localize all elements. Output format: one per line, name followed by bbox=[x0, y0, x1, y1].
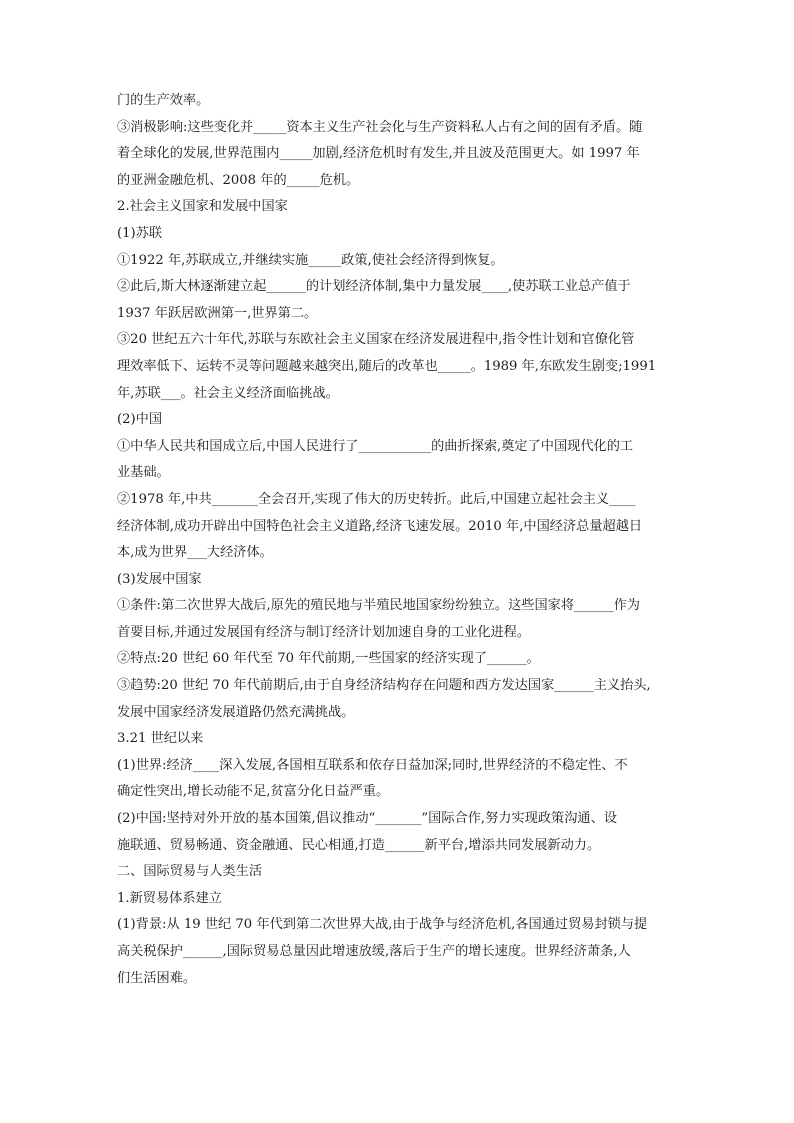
text-line: 本,成为世界___大经济体。 bbox=[117, 545, 273, 561]
text-line: 首要目标,并通过发展国有经济与制订经济计划加速自身的工业化进程。 bbox=[117, 624, 531, 640]
section-heading: 3.21 世纪以来 bbox=[117, 731, 204, 747]
text-line: 高关税保护______,国际贸易总量因此增速放缓,落后于生产的增长速度。世界经济萧条,人 bbox=[117, 944, 631, 959]
text-line: ②特点:20 世纪 60 年代至 70 年代前期,一些国家的经济实现了______。 bbox=[117, 651, 540, 667]
text-line: 1937 年跃居欧洲第一,世界第二。 bbox=[117, 305, 318, 321]
subsection-heading: (2)中国 bbox=[117, 412, 163, 428]
text-line: ①1922 年,苏联成立,并继续实施_____政策,使社会经济得到恢复。 bbox=[117, 252, 504, 268]
text-line: (2)中国:坚持对外开放的基本国策,倡议推动“_______”国际合作,努力实现政策沟通、设 bbox=[117, 811, 617, 827]
text-line: 理效率低下、运转不灵等问题越来越突出,随后的改革也_____。1989 年,东欧发生剧变;1991 bbox=[117, 358, 657, 374]
text-line: 们生活困难。 bbox=[117, 970, 197, 986]
text-line: ③消极影响:这些变化并_____资本主义生产社会化与生产资料私人占有之间的固有矛盾。随 bbox=[117, 119, 643, 135]
subsection-heading: (3)发展中国家 bbox=[117, 571, 202, 587]
text-line: ②1978 年,中共_______全会召开,实现了伟大的历史转折。此后,中国建立起社会主义____ bbox=[117, 491, 636, 507]
text-line: 发展中国家经济发展道路仍然充满挑战。 bbox=[117, 704, 355, 720]
chapter-heading: 二、国际贸易与人类生活 bbox=[117, 864, 263, 880]
text-line: (1)背景:从 19 世纪 70 年代到第二次世界大战,由于战争与经济危机,各国通过贸易封锁与提 bbox=[117, 917, 648, 933]
text-line: ①条件:第二次世界大战后,原先的殖民地与半殖民地国家纷纷独立。这些国家将______作为 bbox=[117, 598, 640, 614]
text-line: 确定性突出,增长动能不足,贫富分化日益严重。 bbox=[117, 784, 390, 800]
text-line: 业基础。 bbox=[117, 465, 170, 481]
text-line: 的亚洲金融危机、2008 年的_____危机。 bbox=[117, 172, 360, 188]
subsection-heading: (1)苏联 bbox=[117, 225, 163, 241]
text-line: ③趋势:20 世纪 70 年代前期后,由于自身经济结构存在问题和西方发达国家______主义抬头, bbox=[117, 678, 651, 694]
text-line: 年,苏联___。社会主义经济面临挑战。 bbox=[117, 385, 339, 401]
text-line: (1)世界:经济____深入发展,各国相互联系和依存日益加深;同时,世界经济的不稳定性、不 bbox=[117, 757, 628, 773]
text-line: ①中华人民共和国成立后,中国人民进行了___________的曲折探索,奠定了中国现代化的工 bbox=[117, 438, 634, 454]
text-line: ②此后,斯大林逐渐建立起______的计划经济体制,集中力量发展____,使苏联工业总产值于 bbox=[117, 279, 631, 295]
text-line: 施联通、贸易畅通、资金融通、民心相通,打造______新平台,增添共同发展新动力。 bbox=[117, 837, 601, 853]
text-line: ③20 世纪五六十年代,苏联与东欧社会主义国家在经济发展进程中,指令性计划和官僚化管 bbox=[117, 332, 635, 348]
section-heading: 1.新贸易体系建立 bbox=[117, 890, 222, 906]
text-line: 门的生产效率。 bbox=[117, 93, 210, 108]
document-page bbox=[117, 88, 679, 992]
text-line: 着全球化的发展,世界范围内_____加剧,经济危机时有发生,并且波及范围更大。如 1997 年 bbox=[117, 146, 640, 162]
text-line: 经济体制,成功开辟出中国特色社会主义道路,经济飞速发展。2010 年,中国经济总量超越日 bbox=[117, 518, 643, 534]
section-heading: 2.社会主义国家和发展中国家 bbox=[117, 199, 288, 215]
